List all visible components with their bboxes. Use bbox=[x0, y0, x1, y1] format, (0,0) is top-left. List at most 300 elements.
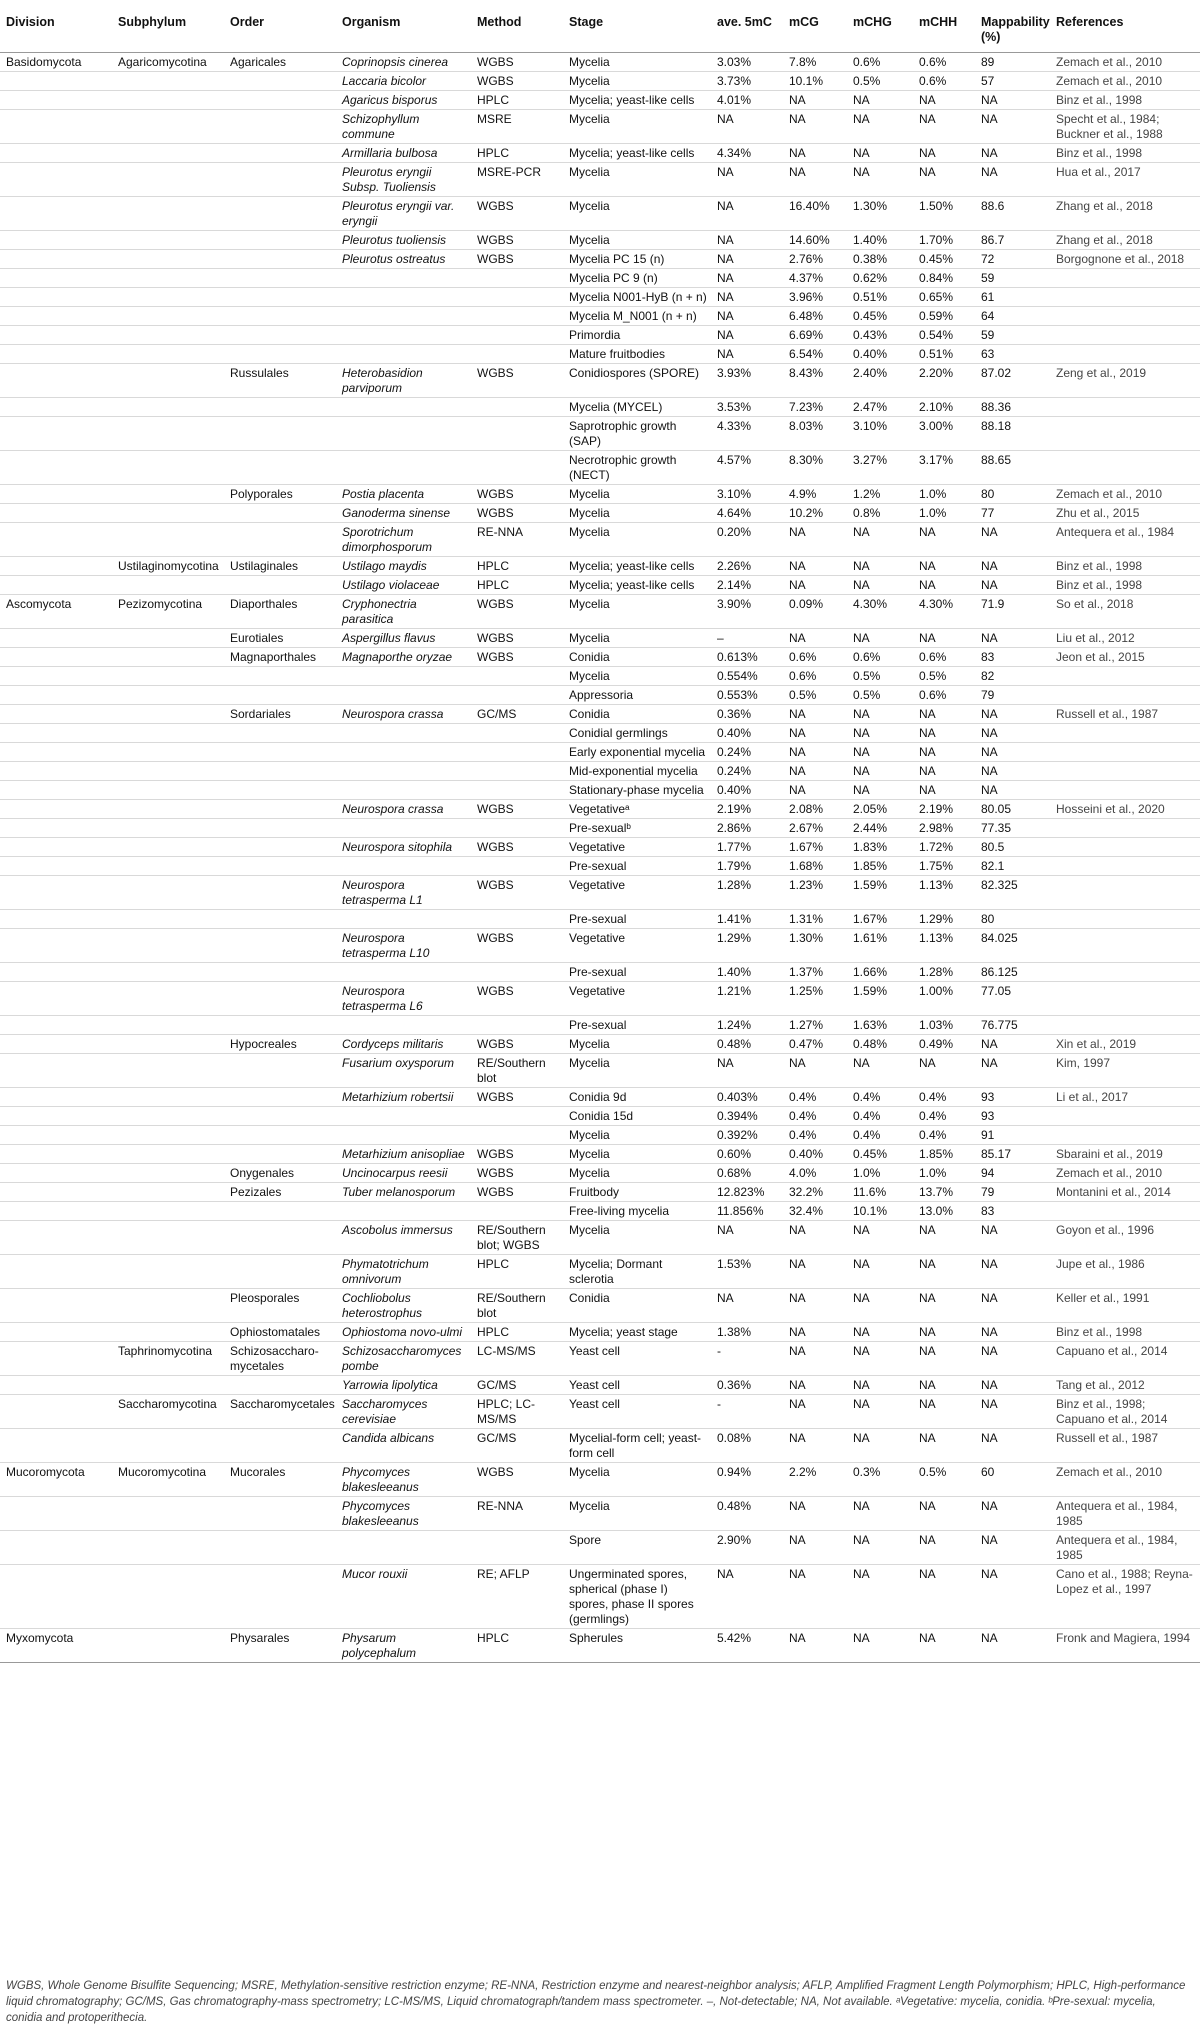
cell-mappability: 82.1 bbox=[975, 857, 1050, 876]
cell-stage: Mycelia; yeast stage bbox=[563, 1323, 711, 1342]
cell-mcg: NA bbox=[783, 762, 847, 781]
cell-ave-5mc: 1.21% bbox=[711, 982, 783, 1016]
table-row bbox=[0, 288, 1200, 307]
cell-organism bbox=[336, 288, 471, 307]
cell-references bbox=[1050, 982, 1200, 1016]
cell-organism: Physarum polycephalum bbox=[336, 1629, 471, 1663]
cell-organism: Postia placenta bbox=[336, 485, 471, 504]
cell-mappability: 59 bbox=[975, 326, 1050, 345]
cell-organism: Agaricus bisporus bbox=[336, 91, 471, 110]
cell-method: WGBS bbox=[471, 1183, 563, 1202]
cell-mchg: 1.61% bbox=[847, 929, 913, 963]
cell-references: Zhu et al., 2015 bbox=[1050, 504, 1200, 523]
cell-references: Antequera et al., 1984, 1985 bbox=[1050, 1497, 1200, 1531]
cell-mappability: 59 bbox=[975, 269, 1050, 288]
cell-order bbox=[224, 1255, 336, 1289]
cell-division bbox=[0, 1221, 112, 1255]
cell-mappability: NA bbox=[975, 1255, 1050, 1289]
cell-order bbox=[224, 910, 336, 929]
column-header-mcg: mCG bbox=[783, 0, 847, 53]
cell-subphylum bbox=[112, 1429, 224, 1463]
cell-mchh: 0.5% bbox=[913, 1463, 975, 1497]
cell-division bbox=[0, 91, 112, 110]
cell-division: Basidomycota bbox=[6, 55, 82, 69]
cell-mchg: NA bbox=[847, 1565, 913, 1629]
cell-order bbox=[224, 781, 336, 800]
cell-stage: Stationary-phase mycelia bbox=[563, 781, 711, 800]
cell-division bbox=[0, 800, 112, 819]
cell-mcg: NA bbox=[783, 1565, 847, 1629]
cell-method: RE-NNA bbox=[471, 1497, 563, 1531]
cell-mchh: 2.10% bbox=[913, 398, 975, 417]
cell-order bbox=[224, 819, 336, 838]
cell-ave-5mc: 3.10% bbox=[711, 485, 783, 504]
cell-subphylum bbox=[112, 838, 224, 857]
cell-subphylum: Taphrinomycotina bbox=[112, 1342, 224, 1376]
cell-references: Binz et al., 1998 bbox=[1050, 144, 1200, 163]
cell-method: RE; AFLP bbox=[471, 1565, 563, 1629]
cell-order bbox=[224, 1145, 336, 1164]
cell-method bbox=[471, 686, 563, 705]
cell-stage: Conidia 9d bbox=[563, 1088, 711, 1107]
cell-subphylum bbox=[112, 91, 224, 110]
cell-mcg: NA bbox=[783, 91, 847, 110]
cell-method bbox=[471, 451, 563, 485]
table-row bbox=[0, 963, 1200, 982]
cell-ave-5mc: 0.394% bbox=[711, 1107, 783, 1126]
cell-mchg: 0.8% bbox=[847, 504, 913, 523]
cell-stage: Conidia 15d bbox=[563, 1107, 711, 1126]
cell-mappability: 89 bbox=[981, 55, 995, 69]
cell-subphylum bbox=[112, 163, 224, 197]
cell-organism: Neurospora crassa bbox=[336, 800, 471, 819]
cell-stage: Mycelia; Dormant sclerotia bbox=[563, 1255, 711, 1289]
cell-ave-5mc: 0.613% bbox=[711, 648, 783, 667]
cell-order: Pezizales bbox=[224, 1183, 336, 1202]
cell-mchg: NA bbox=[847, 1429, 913, 1463]
cell-organism bbox=[336, 743, 471, 762]
cell-mchg: 0.51% bbox=[847, 288, 913, 307]
cell-method: LC-MS/MS bbox=[471, 1342, 563, 1376]
cell-subphylum bbox=[112, 364, 224, 398]
table-row bbox=[0, 576, 1200, 595]
cell-stage: Mycelia PC 9 (n) bbox=[563, 269, 711, 288]
cell-organism bbox=[336, 819, 471, 838]
column-header-mchg: mCHG bbox=[847, 0, 913, 53]
cell-mappability: 61 bbox=[975, 288, 1050, 307]
table-row bbox=[0, 1629, 1200, 1663]
cell-mchg: 0.43% bbox=[847, 326, 913, 345]
cell-ave-5mc: NA bbox=[711, 110, 783, 144]
cell-stage: Mycelia bbox=[563, 523, 711, 557]
cell-ave-5mc: 11.856% bbox=[711, 1202, 783, 1221]
cell-division bbox=[0, 326, 112, 345]
cell-references: Binz et al., 1998 bbox=[1050, 576, 1200, 595]
cell-method: WGBS bbox=[471, 595, 563, 629]
cell-mchh: 2.98% bbox=[913, 819, 975, 838]
cell-stage: Conidial germlings bbox=[563, 724, 711, 743]
table-row bbox=[0, 686, 1200, 705]
cell-order bbox=[224, 724, 336, 743]
cell-mcg: NA bbox=[783, 781, 847, 800]
cell-subphylum bbox=[112, 800, 224, 819]
cell-mchh: 0.4% bbox=[913, 1126, 975, 1145]
cell-mcg: 14.60% bbox=[783, 231, 847, 250]
cell-organism bbox=[336, 398, 471, 417]
cell-order bbox=[224, 1107, 336, 1126]
cell-division bbox=[0, 345, 112, 364]
cell-mchh: NA bbox=[913, 1255, 975, 1289]
cell-organism: Neurospora tetrasperma L1 bbox=[336, 876, 471, 910]
cell-mchh: 0.6% bbox=[913, 648, 975, 667]
cell-stage: Saprotrophic growth (SAP) bbox=[563, 417, 711, 451]
cell-mchg: 2.05% bbox=[847, 800, 913, 819]
cell-mchh: 1.29% bbox=[913, 910, 975, 929]
cell-organism: Coprinopsis cinerea bbox=[342, 55, 449, 69]
cell-mappability: 79 bbox=[975, 1183, 1050, 1202]
cell-stage: Fruitbody bbox=[563, 1183, 711, 1202]
cell-order bbox=[224, 197, 336, 231]
cell-subphylum bbox=[112, 910, 224, 929]
table-row bbox=[0, 1531, 1200, 1565]
cell-mcg: 1.23% bbox=[783, 876, 847, 910]
cell-subphylum bbox=[112, 876, 224, 910]
cell-mappability: NA bbox=[975, 762, 1050, 781]
cell-ave-5mc: NA bbox=[711, 250, 783, 269]
cell-method: WGBS bbox=[471, 800, 563, 819]
cell-mchg: NA bbox=[847, 1497, 913, 1531]
cell-mchh: 0.65% bbox=[913, 288, 975, 307]
cell-references bbox=[1050, 1126, 1200, 1145]
cell-division bbox=[0, 1183, 112, 1202]
table-row bbox=[0, 269, 1200, 288]
cell-ave-5mc: NA bbox=[711, 345, 783, 364]
cell-mappability: NA bbox=[975, 1395, 1050, 1429]
cell-mappability: NA bbox=[975, 629, 1050, 648]
cell-organism: Ophiostoma novo-ulmi bbox=[336, 1323, 471, 1342]
cell-mchg: NA bbox=[847, 1376, 913, 1395]
cell-division bbox=[0, 1323, 112, 1342]
cell-mcg: 4.9% bbox=[783, 485, 847, 504]
cell-subphylum bbox=[112, 781, 224, 800]
table-row bbox=[0, 451, 1200, 485]
cell-order bbox=[224, 288, 336, 307]
cell-order bbox=[224, 686, 336, 705]
cell-ave-5mc: 0.48% bbox=[711, 1497, 783, 1531]
cell-organism: Phycomyces blakesleeanus bbox=[336, 1497, 471, 1531]
cell-division bbox=[0, 1255, 112, 1289]
cell-division bbox=[0, 1565, 112, 1629]
cell-ave-5mc: 0.554% bbox=[711, 667, 783, 686]
cell-subphylum bbox=[112, 705, 224, 724]
cell-subphylum bbox=[112, 485, 224, 504]
cell-ave-5mc: 0.48% bbox=[711, 1035, 783, 1054]
cell-organism: Pleurotus eryngii Subsp. Tuoliensis bbox=[336, 163, 471, 197]
cell-subphylum bbox=[112, 686, 224, 705]
cell-method: HPLC bbox=[471, 144, 563, 163]
cell-mappability: 82 bbox=[975, 667, 1050, 686]
cell-mchg: 3.10% bbox=[847, 417, 913, 451]
cell-mcg: 2.76% bbox=[783, 250, 847, 269]
cell-method: RE/Southern blot bbox=[471, 1289, 563, 1323]
cell-division bbox=[0, 1054, 112, 1088]
cell-stage: Primordia bbox=[563, 326, 711, 345]
cell-division bbox=[0, 743, 112, 762]
cell-stage: Yeast cell bbox=[563, 1376, 711, 1395]
cell-subphylum bbox=[112, 963, 224, 982]
cell-subphylum bbox=[112, 326, 224, 345]
cell-mcg: 8.43% bbox=[783, 364, 847, 398]
cell-method: HPLC bbox=[471, 576, 563, 595]
cell-method: WGBS bbox=[471, 1035, 563, 1054]
cell-subphylum bbox=[112, 857, 224, 876]
cell-mcg: 0.47% bbox=[783, 1035, 847, 1054]
cell-subphylum bbox=[112, 1164, 224, 1183]
cell-mchh: 1.72% bbox=[913, 838, 975, 857]
cell-organism bbox=[336, 1107, 471, 1126]
cell-ave-5mc: 1.24% bbox=[711, 1016, 783, 1035]
cell-mcg: 6.48% bbox=[783, 307, 847, 326]
cell-mchg: 2.40% bbox=[847, 364, 913, 398]
cell-division bbox=[0, 110, 112, 144]
cell-mappability: 88.6 bbox=[975, 197, 1050, 231]
cell-division bbox=[0, 1342, 112, 1376]
cell-stage: Mycelia (MYCEL) bbox=[563, 398, 711, 417]
cell-stage: Mycelia bbox=[563, 1126, 711, 1145]
cell-division bbox=[0, 231, 112, 250]
table-row bbox=[0, 781, 1200, 800]
cell-mcg: NA bbox=[783, 576, 847, 595]
table-row bbox=[0, 800, 1200, 819]
cell-mchh: 1.00% bbox=[913, 982, 975, 1016]
cell-mchg: NA bbox=[847, 1342, 913, 1376]
cell-stage: Mycelia bbox=[563, 163, 711, 197]
cell-order bbox=[224, 743, 336, 762]
table-row bbox=[0, 838, 1200, 857]
cell-ave-5mc: 0.403% bbox=[711, 1088, 783, 1107]
cell-mchh: 4.30% bbox=[913, 595, 975, 629]
table-row bbox=[0, 144, 1200, 163]
cell-subphylum bbox=[112, 743, 224, 762]
cell-ave-5mc: 0.36% bbox=[711, 1376, 783, 1395]
cell-mchh: NA bbox=[913, 1323, 975, 1342]
cell-mchg: NA bbox=[847, 1054, 913, 1088]
cell-order bbox=[224, 857, 336, 876]
cell-references: Fronk and Magiera, 1994 bbox=[1050, 1629, 1200, 1663]
cell-mchh: 13.7% bbox=[913, 1183, 975, 1202]
cell-references: Binz et al., 1998 bbox=[1050, 1323, 1200, 1342]
cell-ave-5mc: 3.93% bbox=[711, 364, 783, 398]
cell-subphylum bbox=[112, 1202, 224, 1221]
cell-division bbox=[0, 485, 112, 504]
cell-organism: Neurospora tetrasperma L6 bbox=[336, 982, 471, 1016]
cell-mchg: 4.30% bbox=[847, 595, 913, 629]
cell-order bbox=[224, 269, 336, 288]
cell-subphylum bbox=[112, 1126, 224, 1145]
cell-references bbox=[1050, 819, 1200, 838]
cell-ave-5mc: 2.90% bbox=[711, 1531, 783, 1565]
cell-method: WGBS bbox=[471, 485, 563, 504]
table-row bbox=[0, 110, 1200, 144]
cell-division bbox=[0, 819, 112, 838]
cell-division bbox=[0, 288, 112, 307]
table-row bbox=[0, 504, 1200, 523]
cell-mchg: 2.47% bbox=[847, 398, 913, 417]
cell-method: WGBS bbox=[471, 876, 563, 910]
cell-method: WGBS bbox=[471, 929, 563, 963]
cell-ave-5mc: NA bbox=[711, 307, 783, 326]
cell-mappability: 71.9 bbox=[975, 595, 1050, 629]
cell-stage: Conidiospores (SPORE) bbox=[563, 364, 711, 398]
cell-method bbox=[471, 398, 563, 417]
cell-mchh: 0.49% bbox=[913, 1035, 975, 1054]
cell-ave-5mc: 3.73% bbox=[711, 72, 783, 91]
cell-mchh: 0.84% bbox=[913, 269, 975, 288]
cell-stage: Vegetative bbox=[563, 838, 711, 857]
cell-subphylum bbox=[112, 451, 224, 485]
cell-mcg: NA bbox=[783, 1429, 847, 1463]
table-row bbox=[0, 1126, 1200, 1145]
cell-mchh: 1.28% bbox=[913, 963, 975, 982]
cell-mappability: 84.025 bbox=[975, 929, 1050, 963]
cell-references bbox=[1050, 345, 1200, 364]
column-header-mappability: Mappability (%) bbox=[975, 0, 1050, 53]
cell-ave-5mc: 0.24% bbox=[711, 743, 783, 762]
cell-mappability: 83 bbox=[975, 648, 1050, 667]
cell-mchh: NA bbox=[913, 1429, 975, 1463]
cell-order: Agaricales bbox=[230, 55, 287, 69]
cell-mchg: NA bbox=[847, 557, 913, 576]
cell-mchg: 11.6% bbox=[847, 1183, 913, 1202]
cell-references: Kim, 1997 bbox=[1050, 1054, 1200, 1088]
cell-division bbox=[0, 838, 112, 857]
table-row bbox=[0, 982, 1200, 1016]
cell-method: GC/MS bbox=[471, 705, 563, 724]
cell-subphylum: Saccharomycotina bbox=[112, 1395, 224, 1429]
cell-stage: Mycelia bbox=[563, 1164, 711, 1183]
cell-mchh: 1.03% bbox=[913, 1016, 975, 1035]
cell-mchg: NA bbox=[847, 1395, 913, 1429]
cell-mchh: NA bbox=[913, 1054, 975, 1088]
cell-ave-5mc: 5.42% bbox=[711, 1629, 783, 1663]
cell-references: Liu et al., 2012 bbox=[1050, 629, 1200, 648]
cell-mchg: 0.4% bbox=[847, 1088, 913, 1107]
cell-mchh: 2.20% bbox=[913, 364, 975, 398]
cell-references: Antequera et al., 1984, 1985 bbox=[1050, 1531, 1200, 1565]
table-row bbox=[0, 163, 1200, 197]
cell-mappability: NA bbox=[975, 781, 1050, 800]
cell-mchg: NA bbox=[847, 1531, 913, 1565]
cell-division bbox=[0, 1126, 112, 1145]
cell-mcg: 4.37% bbox=[783, 269, 847, 288]
cell-mcg: 0.4% bbox=[783, 1107, 847, 1126]
cell-mchg: NA bbox=[847, 576, 913, 595]
cell-division bbox=[0, 648, 112, 667]
column-header-order: Order bbox=[224, 0, 336, 53]
cell-order bbox=[224, 398, 336, 417]
cell-division bbox=[0, 269, 112, 288]
cell-division bbox=[0, 762, 112, 781]
cell-mchh: NA bbox=[913, 91, 975, 110]
cell-mchh: 1.85% bbox=[913, 1145, 975, 1164]
cell-order: Schizosaccharo-mycetales bbox=[224, 1342, 336, 1376]
table-row bbox=[0, 326, 1200, 345]
cell-organism bbox=[336, 326, 471, 345]
cell-organism bbox=[336, 762, 471, 781]
cell-order bbox=[224, 307, 336, 326]
cell-ave-5mc: 0.24% bbox=[711, 762, 783, 781]
cell-method: WGBS bbox=[471, 1145, 563, 1164]
cell-mchh: NA bbox=[913, 163, 975, 197]
cell-organism: Neurospora crassa bbox=[336, 705, 471, 724]
cell-mcg: NA bbox=[783, 1221, 847, 1255]
cell-division bbox=[0, 724, 112, 743]
cell-mcg: NA bbox=[783, 1629, 847, 1663]
cell-subphylum bbox=[112, 110, 224, 144]
cell-division bbox=[0, 686, 112, 705]
cell-subphylum bbox=[112, 1531, 224, 1565]
cell-mchg: NA bbox=[847, 1323, 913, 1342]
cell-method bbox=[471, 345, 563, 364]
cell-mappability: NA bbox=[975, 1497, 1050, 1531]
cell-subphylum: Ustilaginomycotina bbox=[112, 557, 224, 576]
cell-order: Magnaporthales bbox=[224, 648, 336, 667]
cell-mappability: 80.05 bbox=[975, 800, 1050, 819]
table-row bbox=[0, 1289, 1200, 1323]
cell-stage: Mycelia; yeast-like cells bbox=[563, 557, 711, 576]
cell-order: Onygenales bbox=[224, 1164, 336, 1183]
cell-subphylum bbox=[112, 231, 224, 250]
cell-mchg: NA bbox=[847, 724, 913, 743]
table-row bbox=[0, 53, 1200, 72]
cell-organism bbox=[336, 1531, 471, 1565]
table-row bbox=[0, 1497, 1200, 1531]
cell-order: Eurotiales bbox=[224, 629, 336, 648]
cell-mchg: 1.63% bbox=[847, 1016, 913, 1035]
cell-ave-5mc: 4.64% bbox=[711, 504, 783, 523]
cell-organism: Ganoderma sinense bbox=[336, 504, 471, 523]
cell-stage: Ungerminated spores, spherical (phase I) spores, phase II spores (germlings) bbox=[563, 1565, 711, 1629]
cell-mappability: NA bbox=[975, 163, 1050, 197]
cell-stage: Pre-sexual bbox=[563, 857, 711, 876]
cell-ave-5mc: NA bbox=[711, 1221, 783, 1255]
cell-method: WGBS bbox=[471, 364, 563, 398]
cell-subphylum bbox=[112, 929, 224, 963]
cell-references bbox=[1050, 963, 1200, 982]
table-row bbox=[0, 1035, 1200, 1054]
cell-organism: Yarrowia lipolytica bbox=[336, 1376, 471, 1395]
cell-references bbox=[1050, 1016, 1200, 1035]
table-row bbox=[0, 1255, 1200, 1289]
cell-mappability: 76.775 bbox=[975, 1016, 1050, 1035]
cell-stage: Mycelia bbox=[563, 629, 711, 648]
cell-mcg: NA bbox=[783, 1376, 847, 1395]
cell-organism bbox=[336, 269, 471, 288]
cell-mappability: 77.05 bbox=[975, 982, 1050, 1016]
cell-mcg: NA bbox=[783, 705, 847, 724]
cell-mcg: NA bbox=[783, 557, 847, 576]
cell-method bbox=[471, 1202, 563, 1221]
cell-subphylum bbox=[112, 1289, 224, 1323]
cell-stage: Vegetative bbox=[563, 982, 711, 1016]
column-header-method: Method bbox=[471, 0, 563, 53]
cell-mchh: 2.19% bbox=[913, 800, 975, 819]
cell-references: Cano et al., 1988; Reyna-Lopez et al., 1997 bbox=[1050, 1565, 1200, 1629]
cell-mchh: 1.13% bbox=[913, 929, 975, 963]
cell-mappability: 87.02 bbox=[975, 364, 1050, 398]
table-row bbox=[0, 557, 1200, 576]
table-row bbox=[0, 724, 1200, 743]
